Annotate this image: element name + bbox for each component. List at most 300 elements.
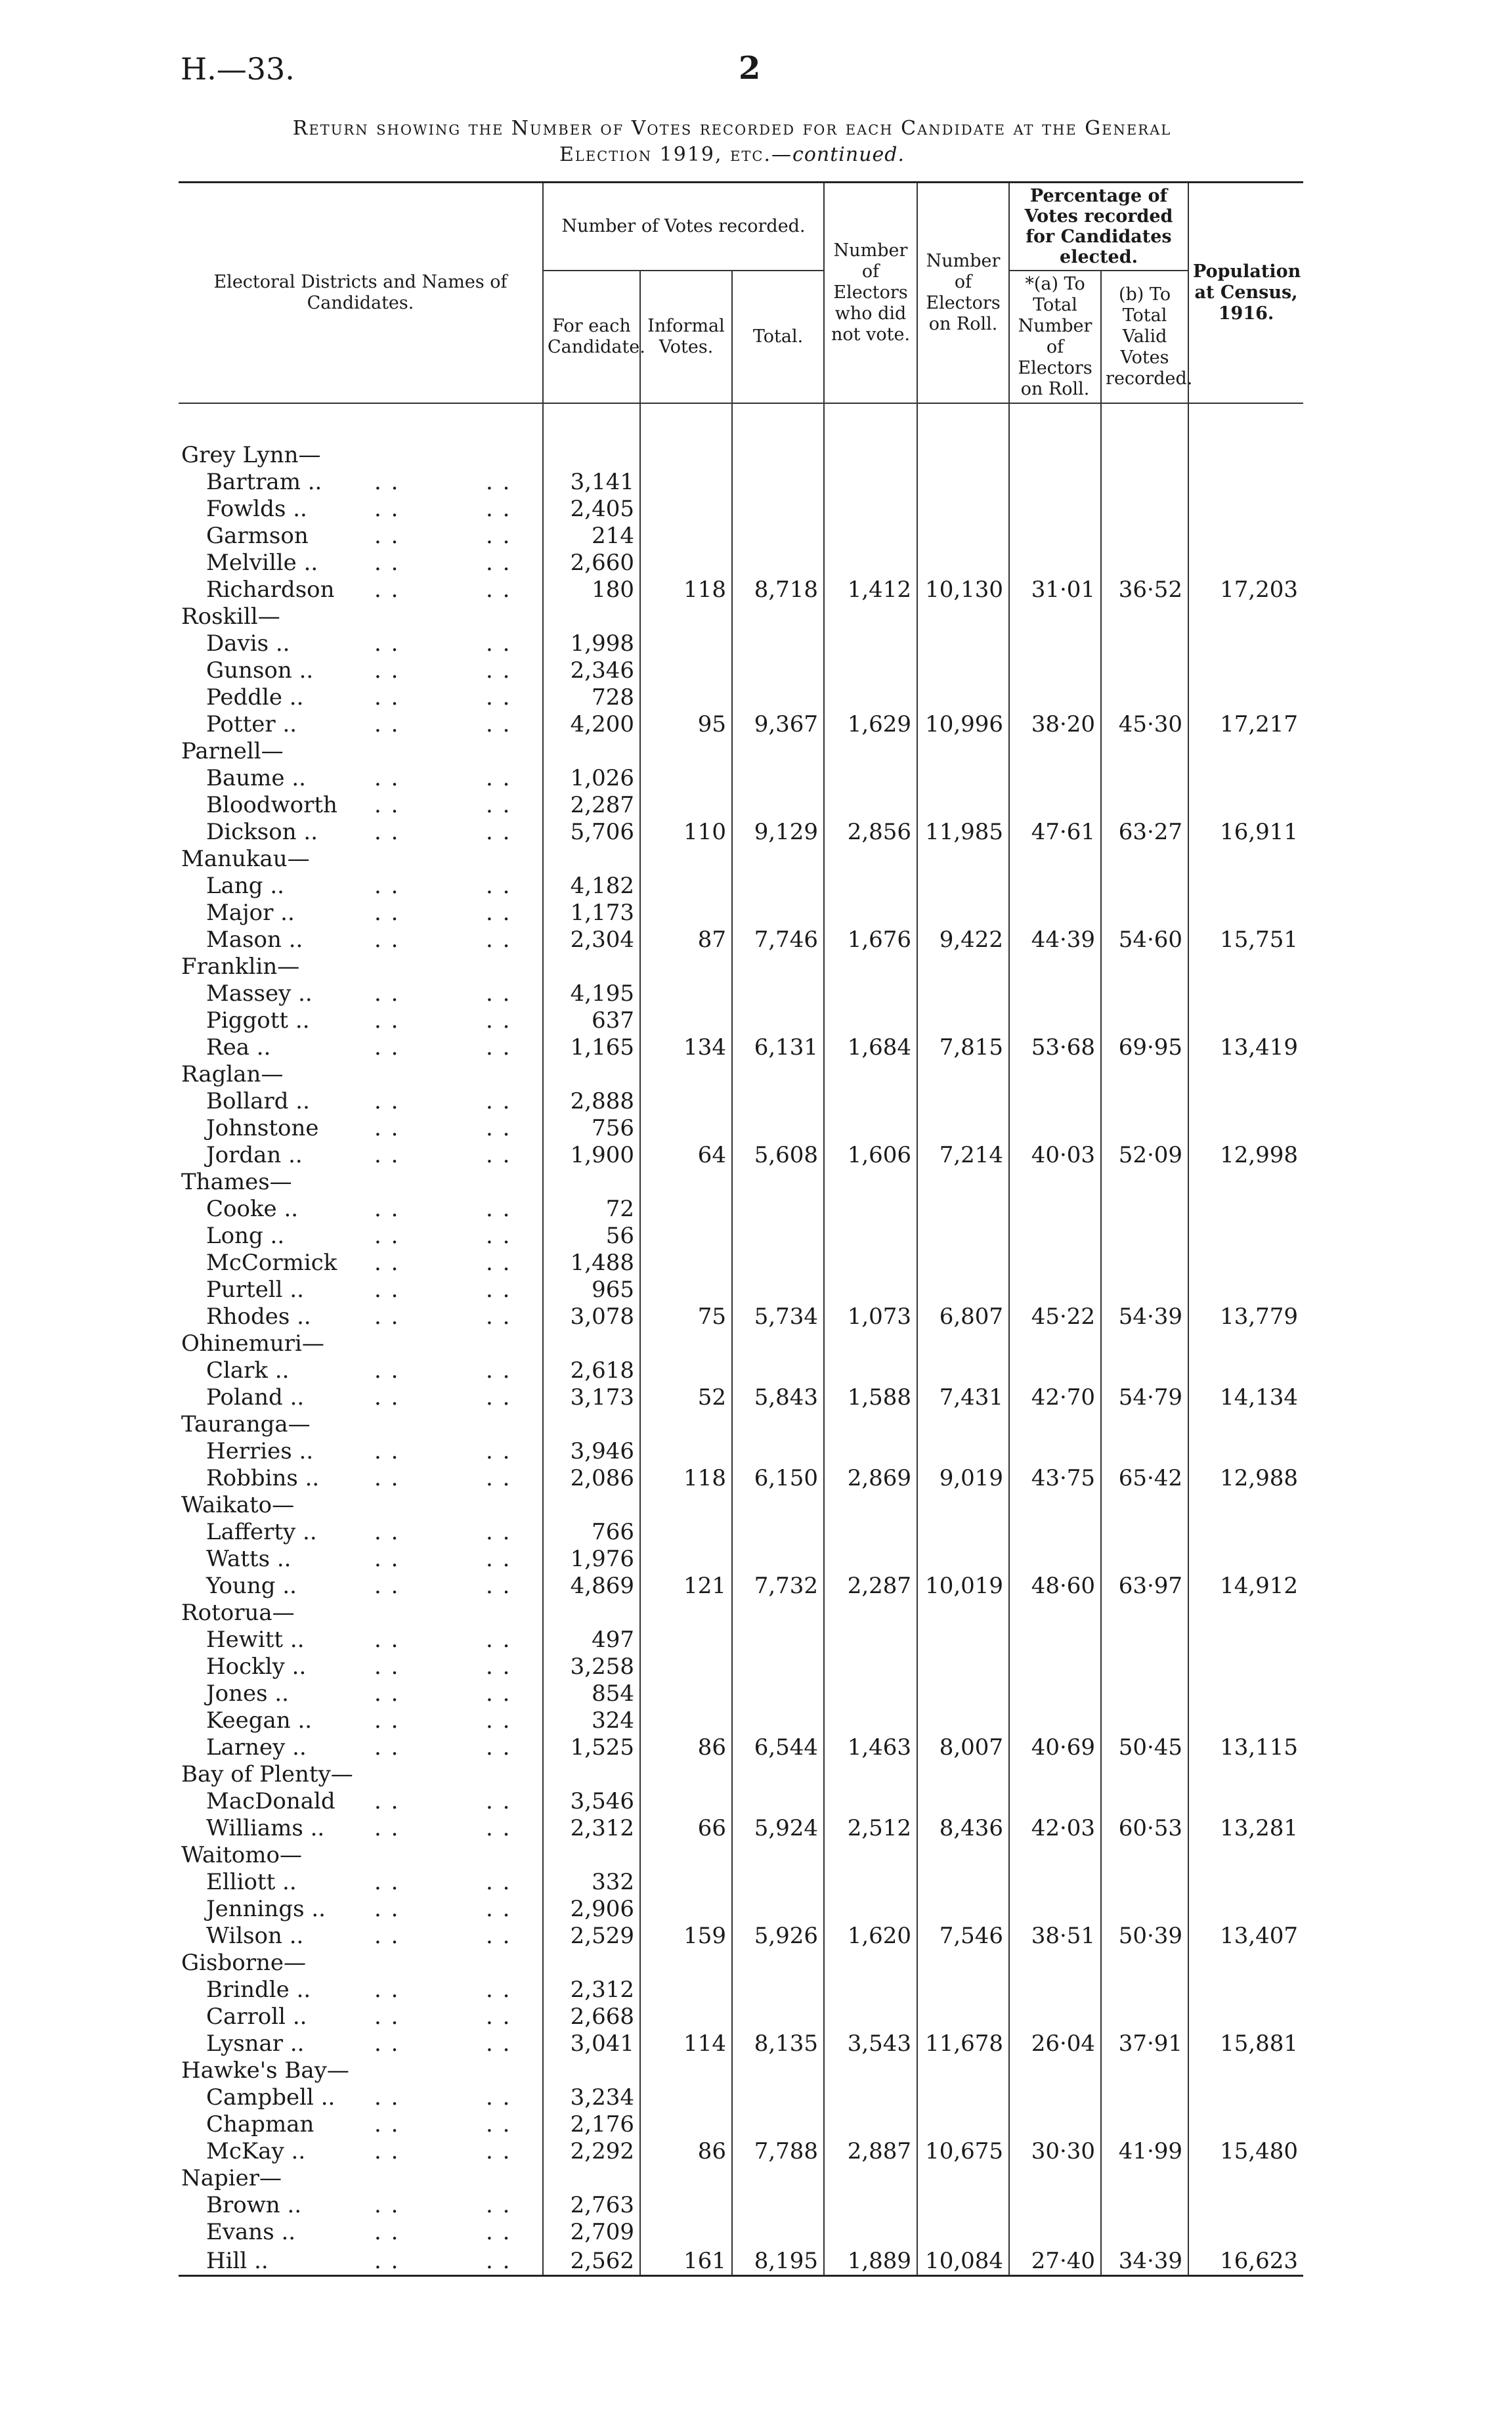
electors-on-roll [917, 2111, 1009, 2138]
informal-votes [640, 630, 732, 657]
leader-dots [369, 1357, 543, 1384]
candidate-name: McCormick [206, 1250, 337, 1276]
informal-votes [640, 523, 732, 550]
leader-dots-right: . . [486, 2192, 511, 2218]
empty-cell [369, 1950, 543, 1977]
electors-on-roll [917, 550, 1009, 577]
leader-dots [369, 1088, 543, 1115]
total-votes: 5,734 [732, 1304, 824, 1330]
total-votes [732, 523, 824, 550]
leader-dots [369, 2030, 543, 2057]
electors-on-roll: 10,019 [917, 1573, 1009, 1600]
candidate-row [179, 630, 1303, 657]
empty-cell [1009, 2057, 1101, 2084]
candidate-name: Jennings .. [206, 1896, 326, 1922]
title-continued: continued. [792, 143, 905, 166]
header-did-not-vote: Number of Electors who did not vote. [824, 183, 917, 404]
candidate-name: MacDonald [206, 1788, 335, 1814]
leader-dots [369, 900, 543, 927]
empty-cell [1188, 1061, 1303, 1088]
leader-dots-left: . . [374, 1707, 400, 1734]
population-1916 [1188, 469, 1303, 496]
population-1916 [1188, 1438, 1303, 1465]
percentage-b [1101, 1196, 1188, 1223]
informal-votes [640, 1896, 732, 1923]
electors-on-roll [917, 900, 1009, 927]
electors-did-not-vote: 1,629 [824, 711, 917, 738]
informal-votes: 159 [640, 1923, 732, 1950]
empty-cell [369, 2165, 543, 2192]
candidate-votes: 1,525 [543, 1734, 640, 1761]
leader-dots-left: . . [374, 1088, 400, 1114]
population-1916 [1188, 1196, 1303, 1223]
population-1916 [1188, 980, 1303, 1007]
percentage-b: 63·27 [1101, 819, 1188, 846]
leader-dots [369, 630, 543, 657]
empty-cell [732, 1842, 824, 1869]
leader-dots-left: . . [374, 550, 400, 576]
spacer-cell [179, 403, 369, 442]
candidate-row [179, 1573, 1303, 1600]
candidate-row [179, 1627, 1303, 1654]
percentage-a: 38·51 [1009, 1923, 1101, 1950]
electors-did-not-vote: 1,588 [824, 1384, 917, 1411]
empty-cell [917, 954, 1009, 980]
empty-cell [640, 1411, 732, 1438]
total-votes [732, 630, 824, 657]
total-votes [732, 1519, 824, 1546]
empty-cell [1101, 1330, 1188, 1357]
population-1916 [1188, 792, 1303, 819]
leader-dots-right: . . [486, 1546, 511, 1572]
total-votes [732, 1869, 824, 1896]
leader-dots-right: . . [486, 1196, 511, 1222]
empty-cell [732, 603, 824, 630]
electors-on-roll [917, 1357, 1009, 1384]
percentage-a [1009, 1250, 1101, 1277]
candidate-votes: 3,546 [543, 1788, 640, 1815]
page-number: 2 [739, 50, 761, 87]
population-1916 [1188, 2219, 1303, 2246]
candidate-votes: 1,976 [543, 1546, 640, 1573]
informal-votes [640, 2111, 732, 2138]
percentage-a: 48·60 [1009, 1573, 1101, 1600]
empty-cell [732, 1492, 824, 1519]
empty-cell [369, 954, 543, 980]
leader-dots-left: . . [374, 819, 400, 845]
leader-dots [369, 2138, 543, 2165]
candidate-votes: 2,618 [543, 1357, 640, 1384]
electors-on-roll [917, 1007, 1009, 1034]
leader-dots-left: . . [374, 1869, 400, 1895]
informal-votes: 118 [640, 1465, 732, 1492]
electors-on-roll [917, 1869, 1009, 1896]
leader-dots [369, 2219, 543, 2246]
electors-on-roll [917, 1977, 1009, 2004]
electors-on-roll [917, 1627, 1009, 1654]
percentage-a [1009, 2004, 1101, 2030]
leader-dots-left: . . [374, 1788, 400, 1814]
leader-dots-left: . . [374, 496, 400, 522]
leader-dots [369, 2111, 543, 2138]
leader-dots-right: . . [486, 550, 511, 576]
empty-cell [917, 2165, 1009, 2192]
header-informal-votes: Informal Votes. [640, 271, 732, 403]
candidate-name: Brindle .. [206, 1977, 311, 2003]
total-votes [732, 550, 824, 577]
informal-votes [640, 1088, 732, 1115]
leader-dots [369, 1250, 543, 1277]
candidate-name: Jones .. [206, 1680, 289, 1707]
percentage-b [1101, 496, 1188, 523]
informal-votes: 134 [640, 1034, 732, 1061]
empty-cell [1009, 1330, 1101, 1357]
percentage-b [1101, 1088, 1188, 1115]
leader-dots [369, 550, 543, 577]
percentage-b [1101, 684, 1188, 711]
district-row [179, 1330, 1303, 1357]
candidate-votes: 2,562 [543, 2246, 640, 2276]
leader-dots-left: . . [374, 1250, 400, 1276]
empty-cell [1009, 1761, 1101, 1788]
leader-dots-right: . . [486, 469, 511, 495]
empty-cell [917, 1761, 1009, 1788]
electors-did-not-vote [824, 765, 917, 792]
candidate-name: Larney .. [206, 1734, 307, 1761]
percentage-a [1009, 1654, 1101, 1680]
leader-dots-left: . . [374, 1277, 400, 1303]
empty-cell [917, 738, 1009, 765]
informal-votes [640, 1977, 732, 2004]
candidate-row [179, 1142, 1303, 1169]
candidate-row [179, 1088, 1303, 1115]
district-name: Waitomo— [181, 1842, 302, 1868]
leader-dots-left: . . [374, 1384, 400, 1411]
electors-did-not-vote [824, 1546, 917, 1573]
informal-votes [640, 873, 732, 900]
candidate-name: Brown .. [206, 2192, 302, 2218]
informal-votes [640, 1519, 732, 1546]
percentage-b [1101, 1788, 1188, 1815]
population-1916 [1188, 550, 1303, 577]
electors-on-roll [917, 1788, 1009, 1815]
leader-dots [369, 1654, 543, 1680]
informal-votes [640, 1250, 732, 1277]
candidate-name: Jordan .. [206, 1142, 303, 1168]
leader-dots-left: . . [374, 2219, 400, 2245]
leader-dots-right: . . [486, 1250, 511, 1276]
candidate-name: Gunson .. [206, 657, 314, 684]
empty-cell [1101, 2057, 1188, 2084]
electors-did-not-vote [824, 469, 917, 496]
empty-cell [732, 1169, 824, 1196]
empty-cell [1009, 846, 1101, 873]
population-1916 [1188, 657, 1303, 684]
electors-on-roll: 10,130 [917, 577, 1009, 603]
leader-dots-right: . . [486, 1304, 511, 1330]
total-votes: 5,926 [732, 1923, 824, 1950]
leader-dots [369, 523, 543, 550]
total-votes [732, 1654, 824, 1680]
district-row [179, 1761, 1303, 1788]
candidate-row [179, 927, 1303, 954]
candidate-row [179, 1546, 1303, 1573]
leader-dots [369, 1142, 543, 1169]
page-reference: H.—33. [181, 51, 295, 87]
candidate-row [179, 1304, 1303, 1330]
leader-dots [369, 1680, 543, 1707]
electors-did-not-vote [824, 1223, 917, 1250]
empty-cell [369, 1411, 543, 1438]
percentage-a [1009, 1680, 1101, 1707]
electors-on-roll [917, 1707, 1009, 1734]
candidate-name: Richardson [206, 577, 335, 603]
leader-dots [369, 1115, 543, 1142]
population-1916: 14,134 [1188, 1384, 1303, 1411]
empty-cell [824, 1492, 917, 1519]
candidate-name: Potter .. [206, 711, 297, 737]
empty-cell [543, 846, 640, 873]
empty-cell [543, 738, 640, 765]
percentage-b [1101, 1707, 1188, 1734]
population-1916 [1188, 1519, 1303, 1546]
candidate-row [179, 523, 1303, 550]
empty-cell [824, 954, 917, 980]
empty-cell [543, 1950, 640, 1977]
electors-on-roll [917, 765, 1009, 792]
leader-dots-right: . . [486, 1896, 511, 1922]
population-1916 [1188, 1250, 1303, 1277]
empty-cell [640, 1061, 732, 1088]
empty-cell [543, 2165, 640, 2192]
district-row [179, 1061, 1303, 1088]
empty-cell [1009, 1842, 1101, 1869]
leader-dots-left: . . [374, 1923, 400, 1949]
leader-dots-right: . . [486, 1034, 511, 1061]
electors-on-roll: 8,436 [917, 1815, 1009, 1842]
leader-dots-left: . . [374, 1304, 400, 1330]
leader-dots-right: . . [486, 1680, 511, 1707]
leader-dots [369, 577, 543, 603]
total-votes [732, 2004, 824, 2030]
leader-dots [369, 1707, 543, 1734]
leader-dots [369, 1384, 543, 1411]
candidate-name: Lysnar .. [206, 2030, 305, 2057]
informal-votes: 110 [640, 819, 732, 846]
table-title-line-2 [144, 143, 1320, 166]
population-1916: 13,407 [1188, 1923, 1303, 1950]
empty-cell [369, 846, 543, 873]
leader-dots-left: . . [374, 1115, 400, 1141]
informal-votes [640, 980, 732, 1007]
percentage-b [1101, 2111, 1188, 2138]
total-votes [732, 1627, 824, 1654]
total-votes [732, 1896, 824, 1923]
electors-did-not-vote [824, 1250, 917, 1277]
empty-cell [1188, 954, 1303, 980]
electors-did-not-vote: 1,463 [824, 1734, 917, 1761]
candidate-row [179, 2111, 1303, 2138]
empty-cell [369, 442, 543, 469]
total-votes [732, 1223, 824, 1250]
candidate-votes: 965 [543, 1277, 640, 1304]
empty-cell [640, 738, 732, 765]
total-votes: 6,131 [732, 1034, 824, 1061]
leader-dots-left: . . [374, 1977, 400, 2003]
population-1916 [1188, 765, 1303, 792]
empty-cell [824, 1950, 917, 1977]
total-votes [732, 1250, 824, 1277]
total-votes: 6,150 [732, 1465, 824, 1492]
candidate-name: Lafferty .. [206, 1519, 317, 1545]
percentage-b: 45·30 [1101, 711, 1188, 738]
leader-dots [369, 1196, 543, 1223]
candidate-name: Hockly .. [206, 1654, 307, 1680]
candidate-name: Chapman [206, 2111, 314, 2138]
percentage-b [1101, 1223, 1188, 1250]
percentage-a [1009, 630, 1101, 657]
spacer-cell [1101, 403, 1188, 442]
candidate-votes: 5,706 [543, 819, 640, 846]
leader-dots-right: . . [486, 1007, 511, 1034]
candidate-name: Carroll .. [206, 2004, 307, 2030]
leader-dots-right: . . [486, 1223, 511, 1249]
candidate-name: Long .. [206, 1223, 285, 1249]
district-name: Bay of Plenty— [181, 1761, 353, 1787]
empty-cell [917, 1600, 1009, 1627]
candidate-row [179, 980, 1303, 1007]
leader-dots-right: . . [486, 792, 511, 818]
header-population: Population at Census, 1916. [1188, 183, 1303, 404]
electors-did-not-vote [824, 2111, 917, 2138]
leader-dots-left: . . [374, 1465, 400, 1491]
leader-dots [369, 2084, 543, 2111]
informal-votes [640, 1788, 732, 1815]
header-electors-on-roll: Number of Electors on Roll. [917, 183, 1009, 404]
leader-dots-left: . . [374, 684, 400, 711]
empty-cell [543, 1330, 640, 1357]
informal-votes [640, 1223, 732, 1250]
electors-did-not-vote: 2,287 [824, 1573, 917, 1600]
electors-on-roll [917, 523, 1009, 550]
candidate-row [179, 792, 1303, 819]
district-name: Waikato— [181, 1492, 295, 1518]
candidate-row [179, 684, 1303, 711]
empty-cell [1101, 603, 1188, 630]
candidate-name: Robbins .. [206, 1465, 320, 1491]
leader-dots [369, 980, 543, 1007]
candidate-row [179, 1519, 1303, 1546]
candidate-name: Hewitt .. [206, 1627, 305, 1653]
empty-cell [917, 1492, 1009, 1519]
candidate-votes: 2,709 [543, 2219, 640, 2246]
percentage-a [1009, 684, 1101, 711]
candidate-row [179, 1007, 1303, 1034]
population-1916 [1188, 684, 1303, 711]
leader-dots-right: . . [486, 630, 511, 657]
population-1916 [1188, 1007, 1303, 1034]
empty-cell [1188, 846, 1303, 873]
population-1916 [1188, 1654, 1303, 1680]
candidate-name: Cooke .. [206, 1196, 299, 1222]
total-votes [732, 900, 824, 927]
total-votes: 8,135 [732, 2030, 824, 2057]
electors-did-not-vote [824, 1519, 917, 1546]
leader-dots-right: . . [486, 2004, 511, 2030]
district-name: Grey Lynn— [181, 442, 321, 468]
district-name: Napier— [181, 2165, 282, 2191]
empty-cell [1101, 1492, 1188, 1519]
empty-cell [732, 954, 824, 980]
electors-did-not-vote [824, 2004, 917, 2030]
district-row [179, 954, 1303, 980]
electors-did-not-vote: 1,889 [824, 2246, 917, 2276]
candidate-row [179, 2004, 1303, 2030]
percentage-b [1101, 2004, 1188, 2030]
population-1916 [1188, 1896, 1303, 1923]
empty-cell [1101, 1600, 1188, 1627]
candidate-name: Fowlds .. [206, 496, 307, 522]
electors-did-not-vote [824, 684, 917, 711]
electors-on-roll: 6,807 [917, 1304, 1009, 1330]
candidate-votes: 1,488 [543, 1250, 640, 1277]
empty-cell [369, 603, 543, 630]
candidate-votes: 180 [543, 577, 640, 603]
empty-cell [543, 1761, 640, 1788]
candidate-row [179, 469, 1303, 496]
leader-dots-right: . . [486, 927, 511, 953]
candidate-votes: 3,078 [543, 1304, 640, 1330]
district-name: Tauranga— [181, 1411, 311, 1437]
leader-dots-right: . . [486, 1869, 511, 1895]
percentage-b: 54·79 [1101, 1384, 1188, 1411]
candidate-name: Campbell .. [206, 2084, 335, 2111]
percentage-a [1009, 2192, 1101, 2219]
spacer-cell [543, 403, 640, 442]
population-1916 [1188, 1088, 1303, 1115]
electors-on-roll [917, 1277, 1009, 1304]
candidate-row [179, 1788, 1303, 1815]
empty-cell [1188, 2165, 1303, 2192]
electors-on-roll [917, 2219, 1009, 2246]
percentage-b [1101, 1357, 1188, 1384]
empty-cell [1101, 1411, 1188, 1438]
leader-dots-right: . . [486, 684, 511, 711]
table-body [179, 403, 1303, 2276]
electors-did-not-vote [824, 1680, 917, 1707]
electors-did-not-vote [824, 980, 917, 1007]
empty-cell [732, 1600, 824, 1627]
percentage-a [1009, 1869, 1101, 1896]
empty-cell [1188, 442, 1303, 469]
percentage-a: 40·03 [1009, 1142, 1101, 1169]
percentage-b [1101, 792, 1188, 819]
percentage-b: 54·39 [1101, 1304, 1188, 1330]
leader-dots-left: . . [374, 577, 400, 603]
total-votes: 9,129 [732, 819, 824, 846]
spacer-cell [369, 403, 543, 442]
leader-dots [369, 1465, 543, 1492]
electors-on-roll [917, 1896, 1009, 1923]
election-returns-table [179, 181, 1303, 2277]
electors-on-roll [917, 1546, 1009, 1573]
leader-dots [369, 765, 543, 792]
candidate-votes: 637 [543, 1007, 640, 1034]
informal-votes: 87 [640, 927, 732, 954]
header-pct-a: *(a) To Total Number of Electors on Roll. [1009, 271, 1101, 403]
percentage-a [1009, 1546, 1101, 1573]
district-name: Manukau— [181, 846, 310, 872]
